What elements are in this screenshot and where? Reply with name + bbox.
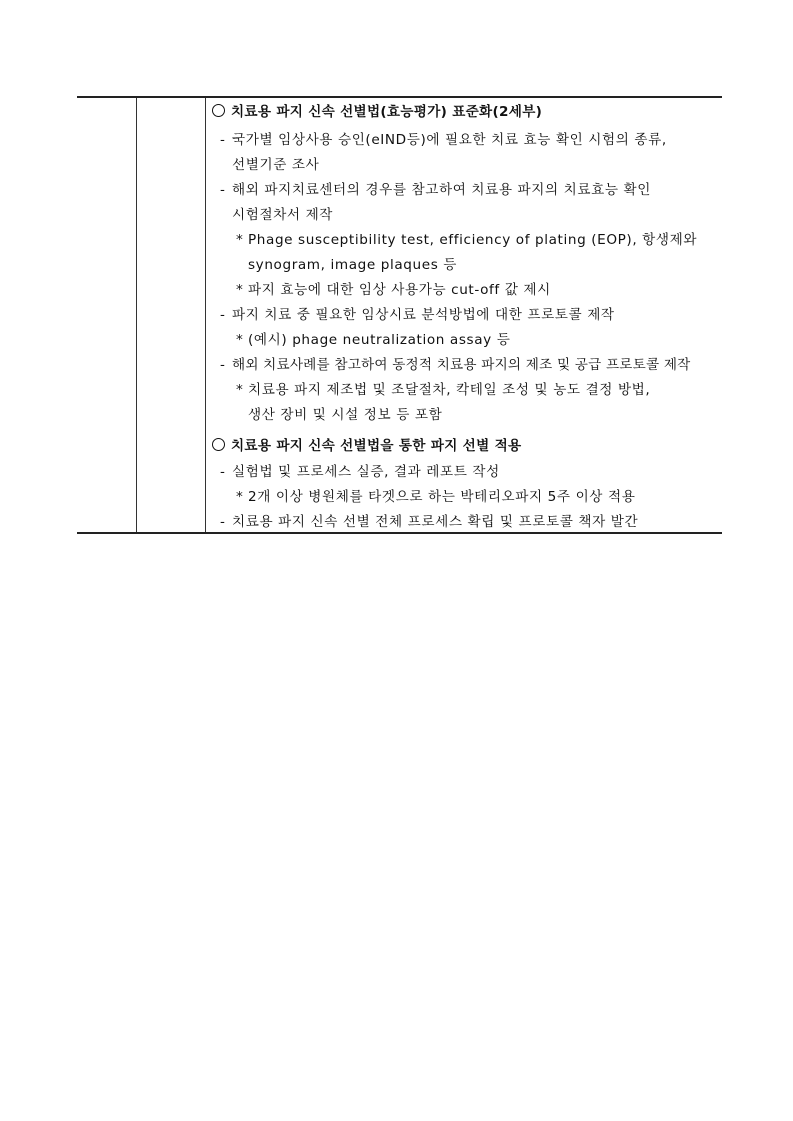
list-item-text: 해외 파지치료센터의 경우를 참고하여 치료용 파지의 치료효능 확인 xyxy=(232,182,651,198)
list-item-text: 선별기준 조사 xyxy=(232,157,320,173)
list-item xyxy=(220,305,615,325)
sub-item-text: 파지 효능에 대한 임상 사용가능 cut-off 값 제시 xyxy=(248,282,551,298)
star-bullet: * xyxy=(236,282,244,298)
list-item-text: 치료용 파지 신속 선별 전체 프로세스 확립 및 프로토콜 책자 발간 xyxy=(232,514,639,530)
list-item xyxy=(220,130,667,150)
list-item-text: 파지 치료 중 필요한 임상시료 분석방법에 대한 프로토콜 제작 xyxy=(232,307,615,323)
list-item xyxy=(220,512,638,532)
list-item xyxy=(220,355,691,375)
sub-item-text: Phage susceptibility test, efficiency of plating (EOP), 항생제와 xyxy=(248,232,698,248)
column-divider-1 xyxy=(136,98,137,532)
star-bullet: * xyxy=(236,489,244,505)
sub-item xyxy=(236,230,697,250)
sub-item xyxy=(236,380,650,400)
sub-item xyxy=(236,487,635,507)
sub-item xyxy=(236,280,551,300)
star-bullet: * xyxy=(236,382,244,398)
circle-bullet-icon xyxy=(212,438,225,451)
section1-heading-row xyxy=(212,102,542,122)
sub-item-continuation xyxy=(248,255,457,275)
content-table xyxy=(77,96,722,534)
star-bullet: * xyxy=(236,232,244,248)
list-item-text: 시험절차서 제작 xyxy=(232,207,334,223)
circle-bullet-icon xyxy=(212,104,225,117)
list-item xyxy=(220,462,500,482)
list-item-continuation xyxy=(232,205,333,225)
sub-item-continuation xyxy=(248,405,442,425)
dash-bullet: - xyxy=(220,182,226,198)
dash-bullet: - xyxy=(220,464,226,480)
sub-item-text: 생산 장비 및 시설 정보 등 포함 xyxy=(248,407,443,423)
sub-item-text: (예시) phage neutralization assay 등 xyxy=(248,332,511,348)
sub-item-text: synogram, image plaques 등 xyxy=(248,257,458,273)
column-divider-2 xyxy=(205,98,206,532)
dash-bullet: - xyxy=(220,357,226,373)
list-item-text: 국가별 임상사용 승인(eIND등)에 필요한 치료 효능 확인 시험의 종류, xyxy=(232,132,667,148)
list-item-text: 해외 치료사례를 참고하여 동정적 치료용 파지의 제조 및 공급 프로토콜 제작 xyxy=(232,357,691,373)
sub-item xyxy=(236,330,510,350)
dash-bullet: - xyxy=(220,514,226,530)
list-item xyxy=(220,180,651,200)
list-item-text: 실험법 및 프로세스 실증, 결과 레포트 작성 xyxy=(232,464,500,480)
list-item-continuation xyxy=(232,155,319,175)
dash-bullet: - xyxy=(220,132,226,148)
sub-item-text: 2개 이상 병원체를 타겟으로 하는 박테리오파지 5주 이상 적용 xyxy=(248,489,636,505)
section2-heading-row xyxy=(212,436,521,456)
dash-bullet: - xyxy=(220,307,226,323)
star-bullet: * xyxy=(236,332,244,348)
section1-heading: 치료용 파지 신속 선별법(효능평가) 표준화(2세부) xyxy=(231,104,543,120)
sub-item-text: 치료용 파지 제조법 및 조달절차, 칵테일 조성 및 농도 결정 방법, xyxy=(248,382,651,398)
section2-heading: 치료용 파지 신속 선별법을 통한 파지 선별 적용 xyxy=(231,438,522,454)
